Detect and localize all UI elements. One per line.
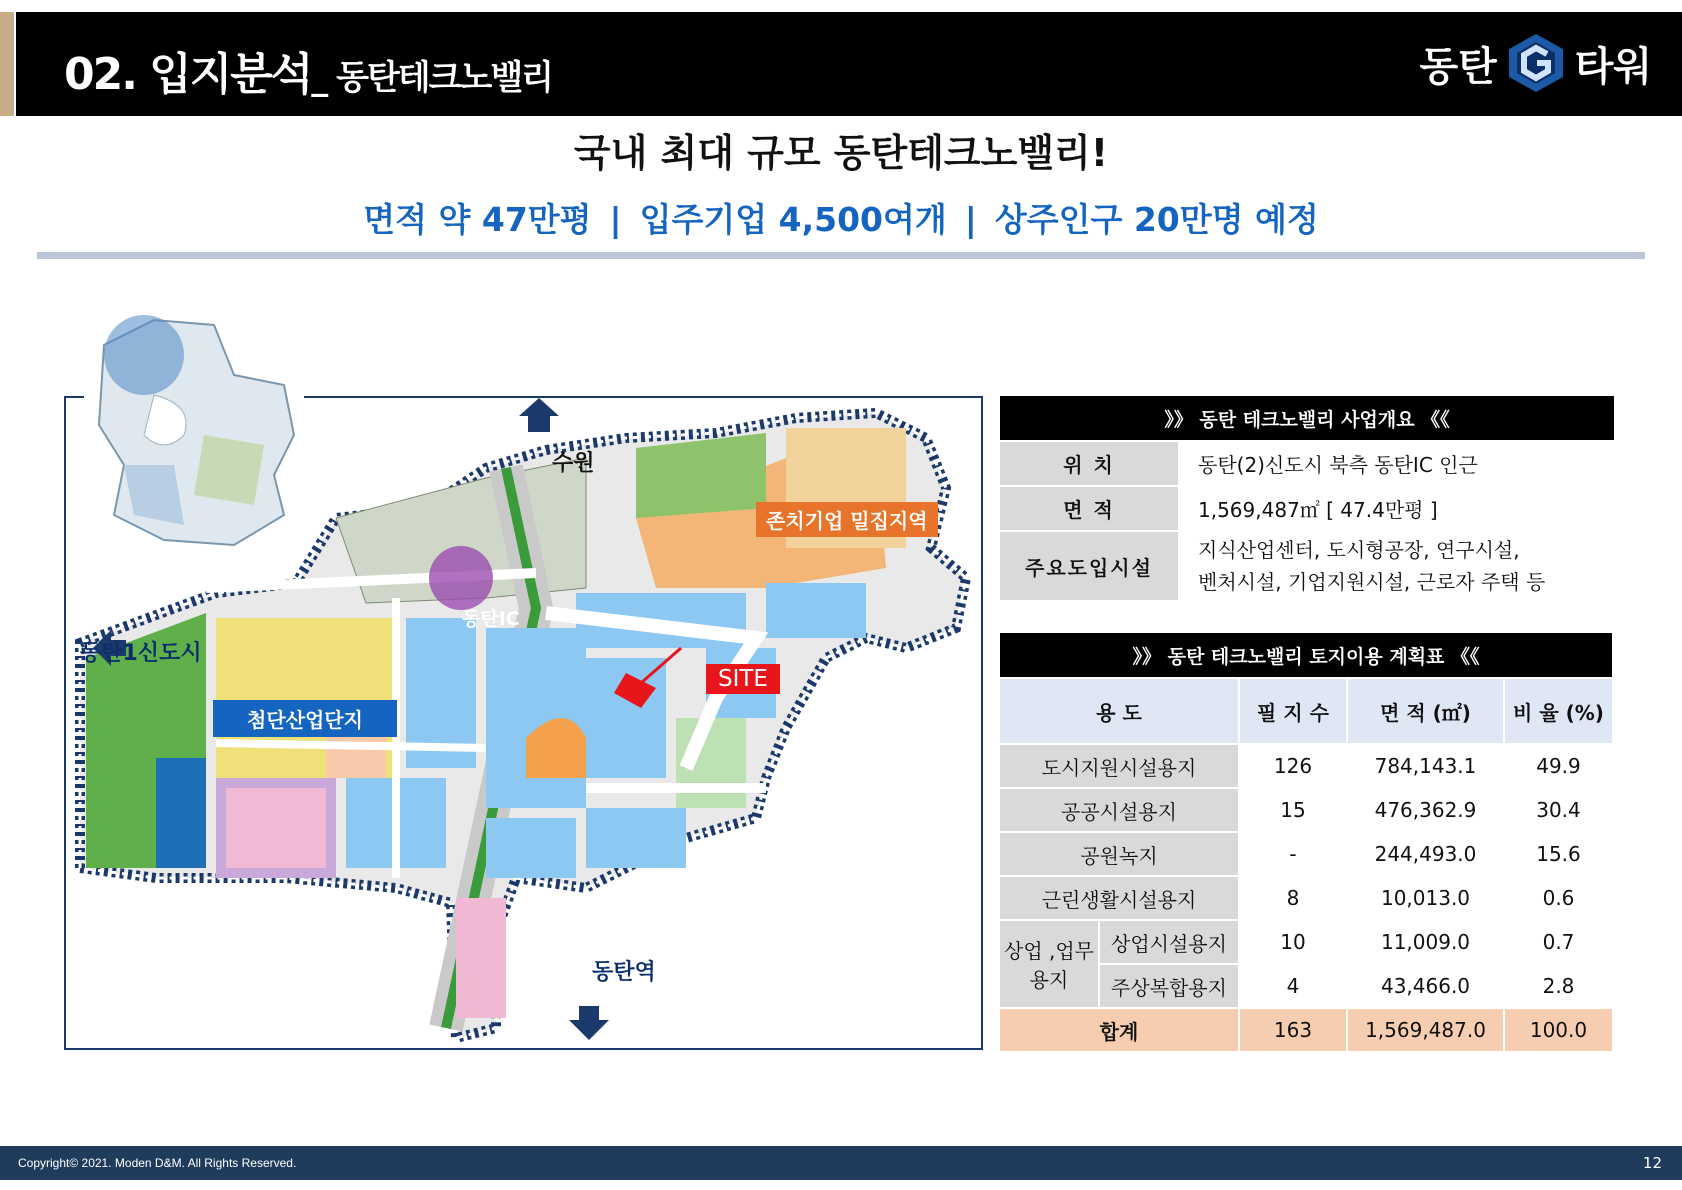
g-logo-icon [1507, 32, 1565, 94]
page-number: 12 [1642, 1154, 1662, 1172]
ratio-cell: 2.8 [1504, 964, 1613, 1008]
locator-inset-map [84, 315, 304, 555]
table-row [999, 788, 1613, 832]
page-title-sub: _ 동탄테크노밸리 [311, 58, 553, 98]
overview-label: 면 적 [1000, 486, 1178, 531]
landuse-table-title: 》》 동탄 테크노밸리 토지이용 계획표 《《 [999, 632, 1613, 678]
ratio-cell: 30.4 [1504, 788, 1613, 832]
total-count: 163 [1239, 1008, 1347, 1052]
stat-population: 상주인구 20만명 예정 [994, 200, 1319, 239]
area-cell: 11,009.0 [1347, 920, 1504, 964]
logo-text-left: 동탄 [1419, 43, 1497, 90]
overview-value: 1,569,487㎡ [ 47.4만평 ] [1178, 486, 1614, 531]
total-area: 1,569,487.0 [1347, 1008, 1504, 1052]
accent-strip [0, 12, 14, 116]
overview-value [1178, 531, 1614, 601]
brand-logo [1419, 32, 1652, 94]
table-row [999, 920, 1613, 964]
overview-value: 동탄(2)신도시 북측 동탄IC 인근 [1178, 441, 1614, 486]
table-row [999, 876, 1613, 920]
divider [37, 252, 1645, 259]
total-ratio: 100.0 [1504, 1008, 1613, 1052]
area-cell: 476,362.9 [1347, 788, 1504, 832]
use-cell: 공공시설용지 [999, 788, 1239, 832]
locator-map-drawing [84, 315, 304, 555]
area-cell: 43,466.0 [1347, 964, 1504, 1008]
separator: | [609, 200, 622, 239]
label-hightech-complex: 첨단산업단지 [213, 700, 397, 737]
table-row [999, 744, 1613, 788]
overview-value-line: 지식산업센터, 도시형공장, 연구시설, [1198, 538, 1520, 562]
overview-table [1000, 396, 1614, 602]
copyright-text: Copyright© 2021. Moden D&M. All Rights Reserved. [18, 1156, 297, 1170]
area-cell: 244,493.0 [1347, 832, 1504, 876]
count-cell: 15 [1239, 788, 1347, 832]
separator: | [964, 200, 977, 239]
page-title-main: 02. 입지분석 [64, 49, 312, 100]
use-cell: 도시지원시설용지 [999, 744, 1239, 788]
column-header: 면 적 (㎡) [1347, 678, 1504, 744]
ratio-cell: 15.6 [1504, 832, 1613, 876]
count-cell: 8 [1239, 876, 1347, 920]
landuse-table [998, 631, 1614, 1053]
stat-companies: 입주기업 4,500여개 [639, 200, 947, 239]
total-row [999, 1008, 1613, 1052]
logo-text-right: 타워 [1574, 43, 1652, 90]
headline: 국내 최대 규모 동탄테크노밸리! [573, 131, 1109, 175]
footer-bar [0, 1146, 1682, 1180]
site-label: SITE [706, 664, 780, 694]
stat-area: 면적 약 47만평 [363, 200, 592, 239]
table-row [999, 832, 1613, 876]
overview-value-line: 벤처시설, 기업지원시설, 근로자 주택 등 [1198, 570, 1546, 594]
column-header: 필 지 수 [1239, 678, 1347, 744]
count-cell: - [1239, 832, 1347, 876]
use-cell: 근린생활시설용지 [999, 876, 1239, 920]
label-dongtan-station: 동탄역 [592, 960, 656, 985]
label-suwon: 수원 [552, 451, 595, 476]
page-title [64, 38, 552, 102]
use-cell: 상업시설용지 [1099, 920, 1239, 964]
use-cell: 공원녹지 [999, 832, 1239, 876]
overview-table-title: 》》 동탄 테크노밸리 사업개요 《《 [1000, 396, 1614, 441]
column-header: 비 율 (%) [1504, 678, 1613, 744]
count-cell: 4 [1239, 964, 1347, 1008]
label-existing-cluster: 존치기업 밀집지역 [756, 502, 938, 537]
area-cell: 10,013.0 [1347, 876, 1504, 920]
ratio-cell: 49.9 [1504, 744, 1613, 788]
total-label: 합계 [999, 1008, 1239, 1052]
count-cell: 10 [1239, 920, 1347, 964]
column-header: 용 도 [999, 678, 1239, 744]
overview-label: 주요도입시설 [1000, 531, 1178, 601]
ratio-cell: 0.6 [1504, 876, 1613, 920]
overview-label: 위 치 [1000, 441, 1178, 486]
count-cell: 126 [1239, 744, 1347, 788]
label-dongtan-ic: 동탄IC [462, 608, 520, 630]
area-cell: 784,143.1 [1347, 744, 1504, 788]
use-cell: 주상복합용지 [1099, 964, 1239, 1008]
label-dongtan1: 동탄1신도시 [80, 641, 202, 666]
subheadline [0, 194, 1682, 241]
group-cell: 상업 ,업무 용지 [999, 920, 1099, 1008]
header-bar [16, 12, 1682, 116]
ratio-cell: 0.7 [1504, 920, 1613, 964]
